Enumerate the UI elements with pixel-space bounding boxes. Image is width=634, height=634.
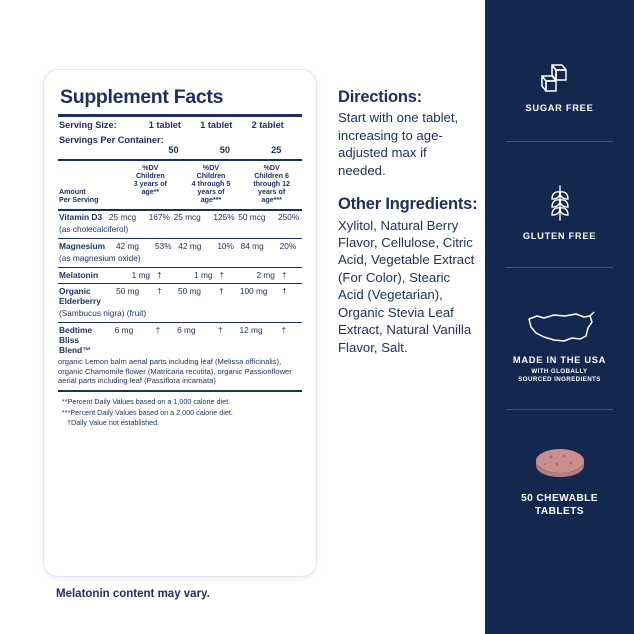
footnote-2: ***Percent Daily Values based on a 2,000 calorie diet.	[62, 407, 233, 417]
badge-subcaption: WITH GLOBALLY SOURCED INGREDIENTS	[518, 368, 601, 384]
nutrient-amount-1: 1 mg	[131, 269, 151, 280]
servings-value-3: 25	[271, 144, 282, 155]
directions-text: Start with one tablet, increasing to age-adjusted max if needed.	[338, 110, 459, 178]
nutrient-dv-1: †	[155, 324, 161, 335]
amount-per-serving-label: Amount Per Serving	[59, 187, 99, 204]
badge-chewable-tablets	[485, 444, 634, 519]
directions-heading: Directions:	[338, 88, 422, 106]
nutrient-dv-1: 53%	[154, 240, 172, 251]
footnote-3: †Daily Value not established.	[67, 418, 160, 428]
badge-made-in-usa	[485, 306, 634, 385]
serving-size-value-3: 2 tablet	[251, 120, 284, 130]
supplement-facts-header-table	[58, 161, 302, 209]
serving-size-value-2: 1 tablet	[200, 120, 233, 130]
wheat-icon	[540, 182, 580, 224]
column-header-2: %DV Children 4 through 5 years of age***	[191, 164, 231, 204]
nutrient-subtext: (Sambucus nigra) (fruit)	[59, 307, 147, 318]
nutrient-row-melatonin	[58, 268, 302, 281]
nutrient-dv-2: †	[219, 285, 224, 296]
badge-divider-1	[506, 141, 613, 142]
servings-per-container-label: Servings Per Container:	[59, 134, 164, 145]
column-header-row	[58, 161, 302, 209]
nutrient-dv-3: †	[281, 269, 287, 280]
nutrient-row-elderberry	[58, 284, 302, 320]
nutrient-dv-1: †	[157, 285, 162, 296]
nutrient-amount-2: 42 mg	[178, 240, 202, 251]
nutrient-amount-3: 84 mg	[240, 240, 264, 251]
nutrient-amount-1: 25 mcg	[108, 212, 137, 223]
serving-size-label: Serving Size:	[59, 120, 117, 130]
nutrient-amount-1: 42 mg	[115, 240, 139, 251]
nutrient-dv-2: †	[218, 324, 223, 335]
supplement-facts-title: Supplement Facts	[60, 86, 224, 108]
nutrient-dv-3: 250%	[278, 212, 300, 223]
nutrient-amount-2: 25 mcg	[173, 212, 201, 223]
other-ingredients-text: Xylitol, Natural Berry Flavor, Cellulose, Citric Acid, Vegetable Extract (For Color), Stearic Acid (Vegetarian), Organic Stevia Leaf Extract, Natural Vanilla Flavor, Salt.	[338, 217, 475, 355]
badge-divider-2	[506, 267, 613, 268]
nutrient-amount-1: 6 mg	[114, 324, 134, 335]
column-header-1: %DV Children 3 years of age**	[133, 164, 167, 196]
directions-and-ingredients-column	[338, 88, 478, 356]
nutrient-dv-2: 125%	[213, 212, 235, 223]
nutrient-name: Melatonin	[59, 269, 99, 280]
nutrient-amount-1: 50 mg	[116, 285, 140, 296]
nutrient-name: Bedtime Bliss Blend™	[59, 324, 93, 355]
nutrient-subtext: (as cholecalciferol)	[59, 224, 129, 235]
badge-caption: MADE IN THE USA	[512, 355, 607, 365]
nutrient-amount-3: 50 mcg	[238, 212, 266, 223]
nutrient-row-magnesium	[58, 239, 302, 265]
melatonin-note: Melatonin content may vary.	[56, 588, 210, 600]
nutrient-amount-3: 12 mg	[239, 324, 263, 335]
nutrient-amount-2: 6 mg	[177, 324, 196, 335]
nutrient-row-vitamin-d3	[58, 211, 302, 237]
badges-panel	[485, 0, 634, 634]
usa-map-icon	[524, 306, 596, 348]
column-header-3: %DV Children 6 through 12 years of age***	[253, 164, 290, 204]
serving-size-value-1: 1 tablet	[148, 120, 181, 130]
nutrient-dv-2: †	[219, 269, 225, 280]
badge-caption: GLUTEN FREE	[522, 231, 597, 241]
supplement-facts-card	[44, 70, 316, 576]
blend-description: organic Lemon balm aerial parts including leaf (Melissa officinalis), organic Chamomile flower (Matricaria recutita), organic Passionflower aerial parts including leaf (Passiflora incarnata)	[58, 357, 292, 385]
chewable-tablet-icon	[529, 444, 591, 484]
serving-size-row	[58, 117, 302, 132]
footnote-1: **Percent Daily Values based on a 1,000 calorie diet.	[62, 397, 231, 407]
nutrient-dv-3: 20%	[279, 240, 297, 251]
other-ingredients-heading: Other Ingredients:	[338, 195, 478, 214]
badge-caption: 50 CHEWABLE TABLETS	[521, 492, 598, 517]
nutrient-amount-3: 2 mg	[256, 269, 275, 280]
nutrient-amount-2: 50 mg	[177, 285, 202, 296]
nutrient-name: Vitamin D3	[59, 212, 103, 223]
servings-value-2: 50	[219, 144, 230, 155]
supplement-facts-table	[58, 117, 302, 156]
badge-caption: SUGAR FREE	[525, 103, 594, 113]
badge-divider-3	[506, 409, 613, 410]
nutrient-dv-3: †	[281, 324, 287, 335]
nutrient-dv-1: †	[157, 269, 162, 280]
nutrient-subtext: (as magnesium oxide)	[59, 252, 141, 263]
spacer	[338, 179, 478, 195]
nutrient-amount-2: 1 mg	[194, 269, 213, 280]
servings-per-container-row	[58, 132, 302, 145]
servings-value-1: 50	[168, 144, 179, 155]
badge-sugar-free	[485, 62, 634, 113]
sugar-cubes-icon	[536, 62, 584, 96]
nutrient-amount-3: 100 mg	[239, 285, 268, 296]
nutrient-row-bedtime-bliss-blend	[58, 323, 302, 356]
nutrient-name: Organic Elderberry	[59, 285, 101, 306]
nutrient-dv-1: 167%	[148, 212, 170, 223]
badge-gluten-free	[485, 182, 634, 241]
servings-per-container-values-row	[58, 145, 302, 157]
nutrient-name: Magnesium	[59, 240, 106, 251]
nutrient-dv-2: 10%	[217, 240, 234, 251]
nutrient-dv-3: †	[282, 285, 287, 296]
